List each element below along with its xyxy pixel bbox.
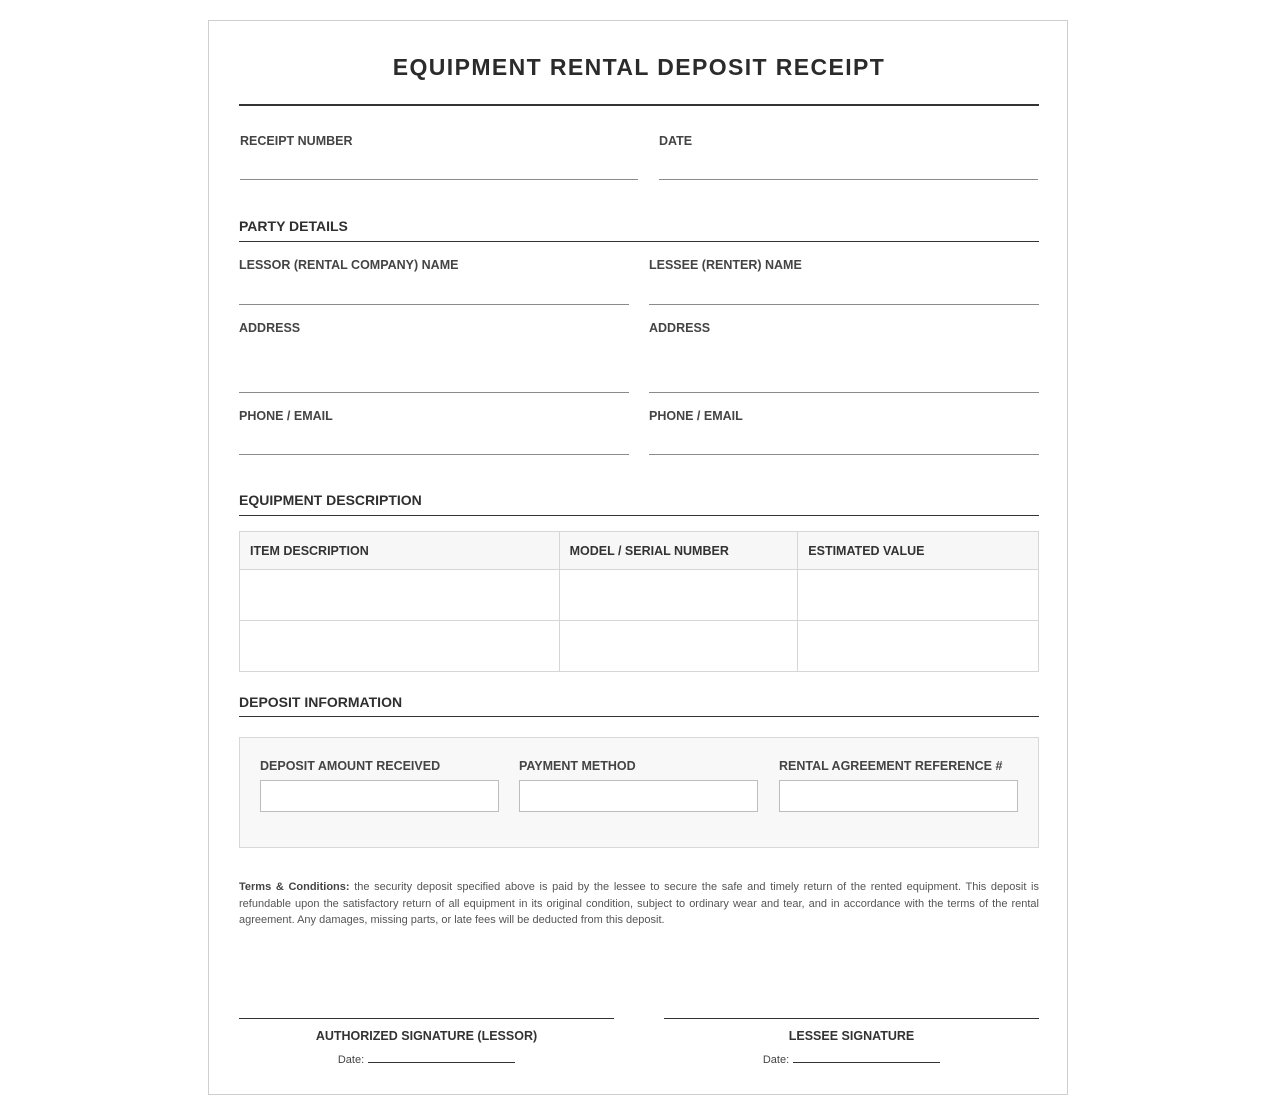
lessee-date-field[interactable] bbox=[793, 1052, 940, 1063]
deposit-amount-label: DEPOSIT AMOUNT RECEIVED bbox=[260, 759, 441, 773]
table-cell[interactable] bbox=[798, 570, 1039, 621]
agreement-reference-label: RENTAL AGREEMENT REFERENCE # bbox=[779, 759, 1003, 773]
deposit-amount-input[interactable] bbox=[260, 780, 499, 812]
table-cell[interactable] bbox=[559, 621, 798, 672]
deposit-divider bbox=[239, 716, 1039, 717]
lessor-address-label: ADDRESS bbox=[239, 321, 301, 335]
party-details-divider bbox=[239, 241, 1039, 242]
lessor-address-field[interactable] bbox=[239, 392, 629, 393]
equipment-divider bbox=[239, 515, 1039, 516]
payment-method-input[interactable] bbox=[519, 780, 758, 812]
payment-method-label: PAYMENT METHOD bbox=[519, 759, 636, 773]
lessor-signature-line[interactable] bbox=[239, 1018, 614, 1019]
terms-and-conditions bbox=[239, 879, 1039, 929]
document-title: EQUIPMENT RENTAL DEPOSIT RECEIPT bbox=[392, 54, 886, 80]
column-header-item: ITEM DESCRIPTION bbox=[240, 532, 560, 570]
lessor-date-field[interactable] bbox=[368, 1052, 515, 1063]
date-field[interactable] bbox=[659, 179, 1038, 180]
lessee-name-label: LESSEE (RENTER) NAME bbox=[649, 258, 802, 272]
lessor-name-field[interactable] bbox=[239, 304, 629, 305]
lessor-date-label: Date: bbox=[337, 1054, 365, 1066]
table-cell[interactable] bbox=[559, 570, 798, 621]
deposit-heading: DEPOSIT INFORMATION bbox=[239, 694, 403, 710]
lessee-phone-field[interactable] bbox=[649, 454, 1039, 455]
lessee-signature-label: LESSEE SIGNATURE bbox=[788, 1029, 915, 1043]
lessee-address-label: ADDRESS bbox=[649, 321, 711, 335]
table-cell[interactable] bbox=[240, 621, 560, 672]
equipment-table bbox=[239, 531, 1039, 672]
table-row bbox=[240, 570, 1039, 621]
equipment-heading: EQUIPMENT DESCRIPTION bbox=[239, 492, 422, 508]
lessee-signature-line[interactable] bbox=[664, 1018, 1039, 1019]
date-label: DATE bbox=[659, 134, 693, 148]
receipt-document bbox=[208, 20, 1068, 1095]
terms-lead: Terms & Conditions: bbox=[239, 881, 350, 893]
lessor-phone-field[interactable] bbox=[239, 454, 629, 455]
lessee-name-field[interactable] bbox=[649, 304, 1039, 305]
column-header-model: MODEL / SERIAL NUMBER bbox=[559, 532, 798, 570]
table-row bbox=[240, 621, 1039, 672]
lessee-address-field[interactable] bbox=[649, 392, 1039, 393]
receipt-number-label: RECEIPT NUMBER bbox=[240, 134, 353, 148]
title-divider bbox=[239, 104, 1039, 106]
column-header-value: ESTIMATED VALUE bbox=[798, 532, 1039, 570]
deposit-info-box bbox=[239, 737, 1039, 848]
table-header-row bbox=[240, 532, 1039, 570]
lessee-date-label: Date: bbox=[762, 1054, 790, 1066]
lessor-name-label: LESSOR (RENTAL COMPANY) NAME bbox=[239, 258, 459, 272]
lessee-phone-label: PHONE / EMAIL bbox=[649, 409, 743, 423]
lessee-signature-date bbox=[664, 1052, 1039, 1066]
lessor-signature-label: AUTHORIZED SIGNATURE (LESSOR) bbox=[315, 1029, 538, 1043]
lessor-signature-date bbox=[239, 1052, 614, 1066]
receipt-number-field[interactable] bbox=[240, 179, 638, 180]
terms-body: the security deposit specified above is paid by the lessee to secure the safe and timely return of the rented equipment. This deposit is refundable upon the satisfactory return of all equipment in its original condition, subject to ordinary wear and tear, and in accordance with the terms of the rental agreement. Any damages, missing parts, or late fees will be deducted from this deposit. bbox=[239, 881, 1039, 926]
table-cell[interactable] bbox=[240, 570, 560, 621]
party-details-heading: PARTY DETAILS bbox=[239, 218, 348, 234]
agreement-reference-input[interactable] bbox=[779, 780, 1018, 812]
lessor-phone-label: PHONE / EMAIL bbox=[239, 409, 333, 423]
table-cell[interactable] bbox=[798, 621, 1039, 672]
